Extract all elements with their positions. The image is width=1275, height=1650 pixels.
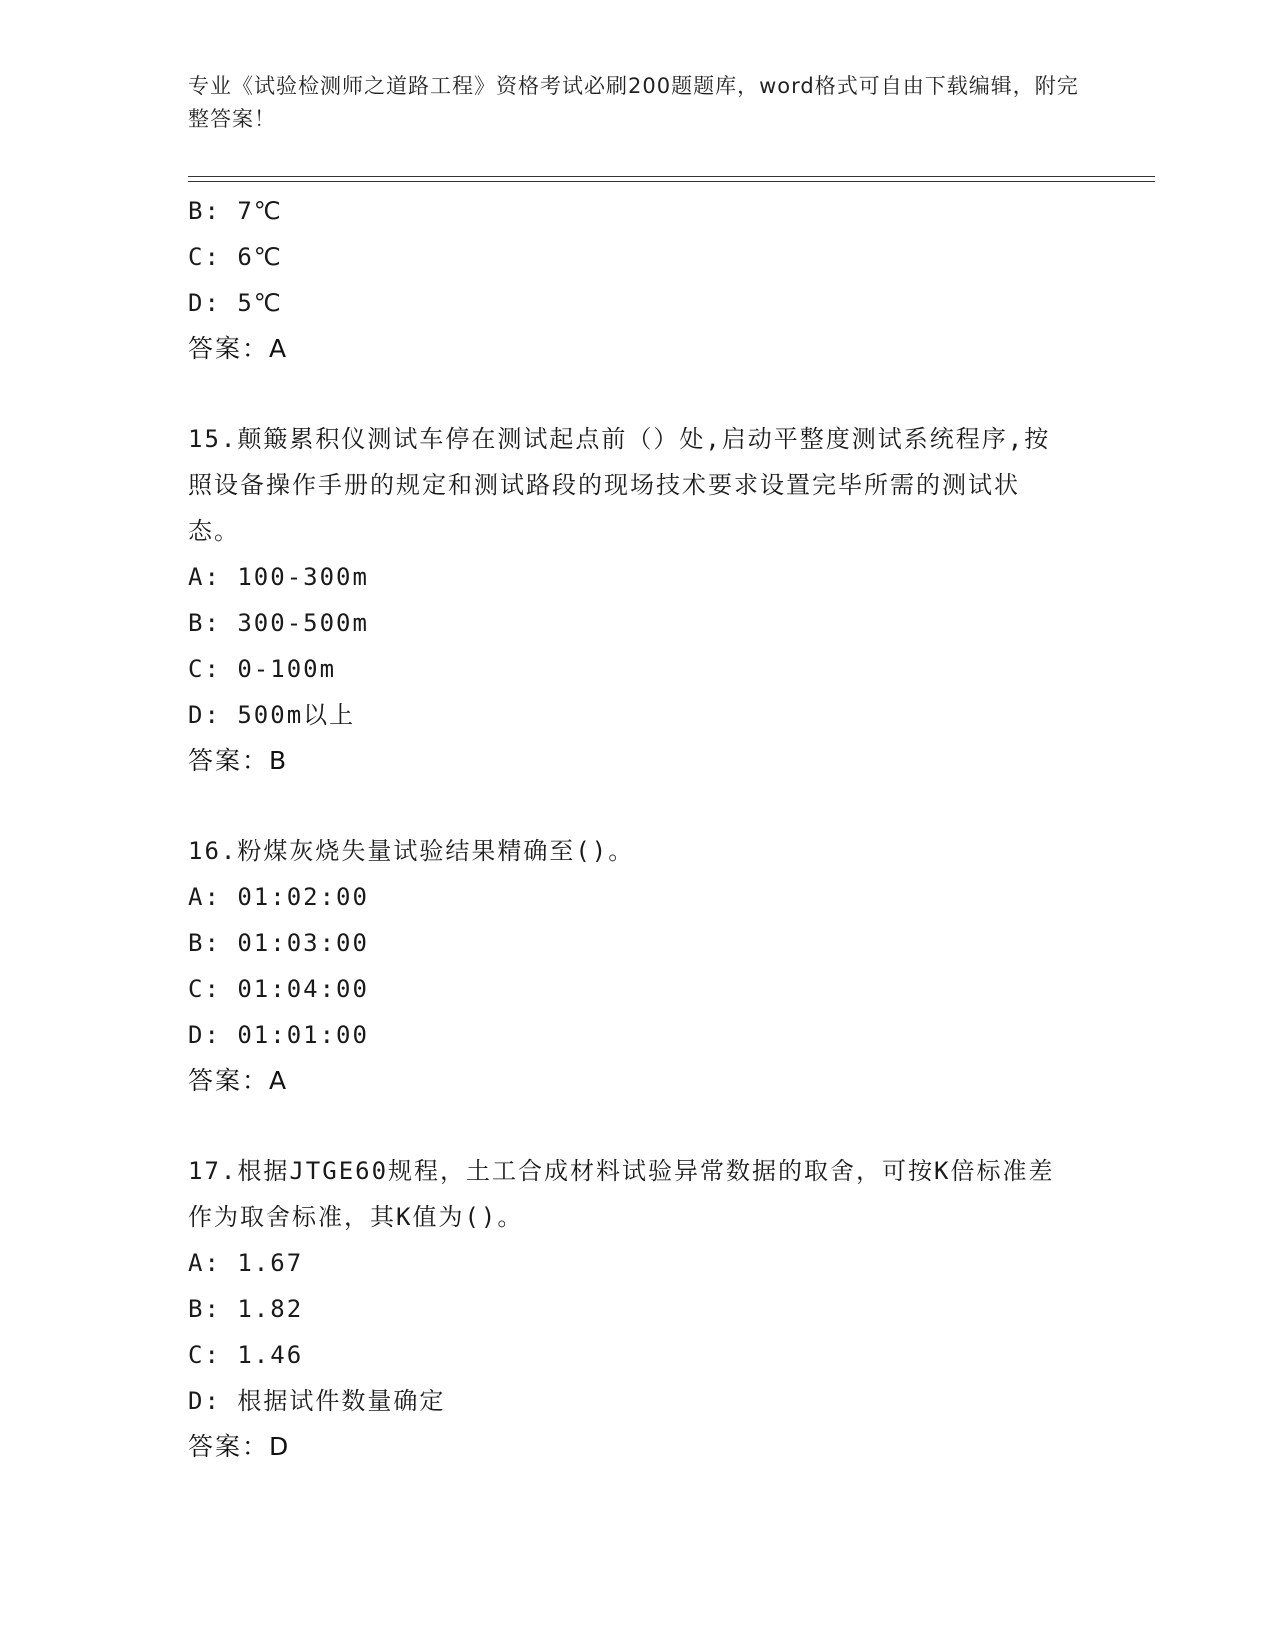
option-c: C: 01:04:00 <box>188 975 369 1003</box>
question-17 <box>188 1148 1088 1470</box>
option-b: B: 1.82 <box>188 1295 304 1323</box>
header-rule-bottom <box>188 181 1155 182</box>
header-rule-top <box>188 176 1155 177</box>
document-header: 专业《试验检测师之道路工程》资格考试必刷200题题库，word格式可自由下载编辑，附完整答案！ <box>188 74 1079 131</box>
question-14-continuation <box>188 188 1088 372</box>
option-d: D: 01:01:00 <box>188 1021 369 1049</box>
question-list <box>188 188 1088 1470</box>
option-c: C: 6℃ <box>188 243 283 271</box>
answer-line: 答案：B <box>188 746 289 775</box>
option-a: A: 1.67 <box>188 1249 304 1277</box>
answer-line: 答案：A <box>188 1066 289 1095</box>
option-d: D: 5℃ <box>188 289 283 317</box>
question-gap <box>188 1104 1088 1148</box>
option-c: C: 0-100m <box>188 655 337 683</box>
question-15 <box>188 416 1088 784</box>
question-gap <box>188 784 1088 828</box>
option-b: B: 300-500m <box>188 609 369 637</box>
option-b: B: 7℃ <box>188 197 283 225</box>
option-a: A: 100-300m <box>188 563 369 591</box>
question-16 <box>188 828 1088 1104</box>
option-b: B: 01:03:00 <box>188 929 369 957</box>
option-d: D: 根据试件数量确定 <box>188 1387 446 1415</box>
option-c: C: 1.46 <box>188 1341 304 1369</box>
option-d: D: 500m以上 <box>188 701 356 729</box>
question-gap <box>188 372 1088 416</box>
question-stem: 16.粉煤灰烧失量试验结果精确至()。 <box>188 837 635 865</box>
answer-line: 答案：D <box>188 1432 291 1461</box>
question-stem: 15.颠簸累积仪测试车停在测试起点前（）处,启动平整度测试系统程序,按照设备操作手册的规定和测试路段的现场技术要求设置完毕所需的测试状态。 <box>188 425 1051 545</box>
answer-line: 答案：A <box>188 334 289 363</box>
option-a: A: 01:02:00 <box>188 883 369 911</box>
question-stem: 17.根据JTGE60规程，土工合成材料试验异常数据的取舍，可按K倍标准差作为取舍标准，其K值为()。 <box>188 1157 1055 1231</box>
